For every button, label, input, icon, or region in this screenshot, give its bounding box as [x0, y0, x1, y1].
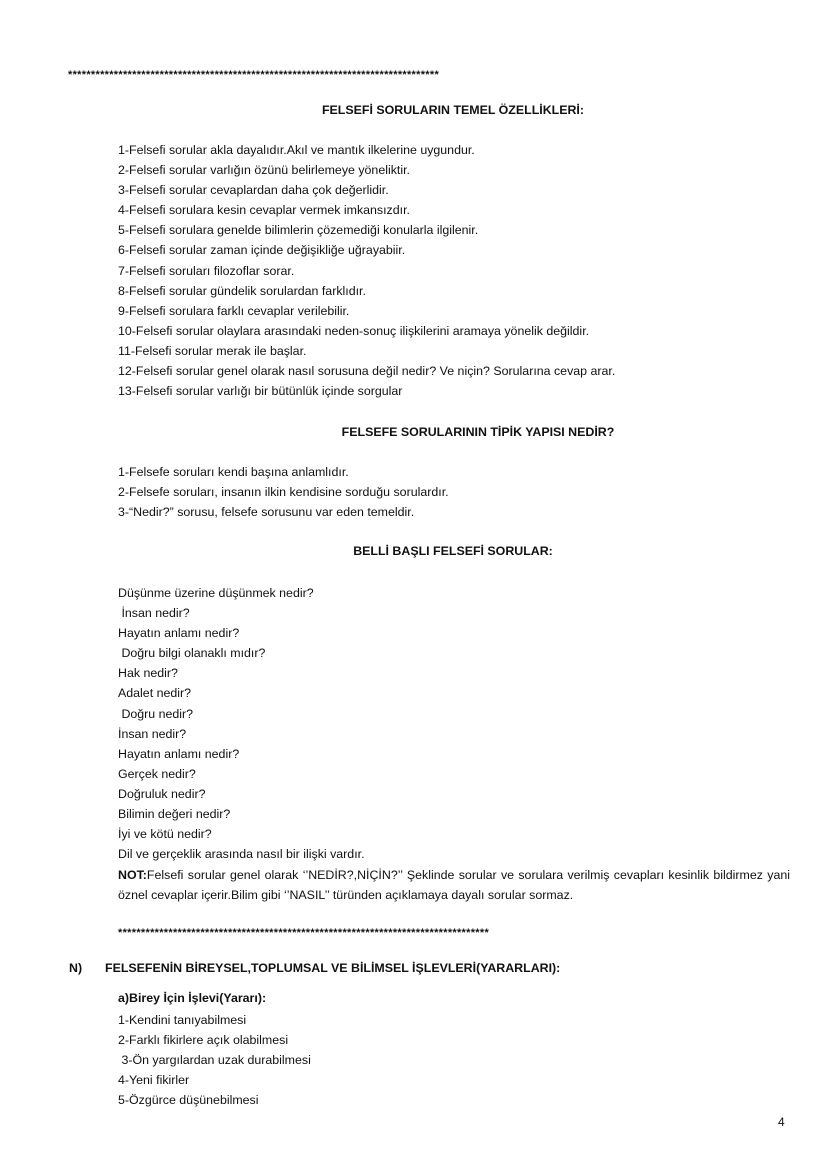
list-item: Dil ve gerçeklik arasında nasıl bir ilişki vardır.	[118, 847, 365, 862]
subsection-title-birey: a)Birey İçin İşlevi(Yararı):	[118, 991, 267, 1005]
list-item: 10-Felsefi sorular olaylara arasındaki neden-sonuç ilişkilerini aramaya yönelik değildir.	[118, 323, 590, 338]
section-title-tipik-yapi: FELSEFE SORULARININ TİPİK YAPISI NEDİR?	[341, 425, 615, 439]
list-item: Adalet nedir?	[118, 686, 192, 701]
list-item: 8-Felsefi sorular gündelik sorulardan farklıdır.	[118, 283, 366, 298]
page-number: 4	[778, 1115, 785, 1129]
list-item: Bilimin değeri nedir?	[118, 807, 231, 822]
list-item: 1-Felsefi sorular akla dayalıdır.Akıl ve mantık ilkelerine uygundur.	[118, 143, 475, 157]
note-label: NOT:	[118, 868, 147, 882]
list-birey-islevleri	[118, 1010, 311, 1110]
section-title-islevler: FELSEFENİN BİREYSEL,TOPLUMSAL VE BİLİMSEL İŞLEVLERİ(YARARLARI):	[105, 961, 561, 975]
list-item: 1-Kendini tanıyabilmesi	[118, 1013, 247, 1027]
section-title-belli-basli-sorular: BELLİ BAŞLI FELSEFİ SORULAR:	[353, 544, 553, 558]
list-item: Doğru nedir?	[118, 706, 194, 721]
section-marker: N)	[69, 961, 83, 975]
list-item: 12-Felsefi sorular genel olarak nasıl sorusuna değil nedir? Ve niçin? Sorularına cevap arar.	[118, 364, 616, 379]
list-item: Hayatın anlamı nedir?	[118, 626, 240, 641]
list-felsefi-sorular	[118, 583, 365, 864]
list-item: Gerçek nedir?	[118, 766, 196, 781]
note-text: Felsefi sorular genel olarak ‘’NEDİR?,NİÇİN?’’ Şeklinde sorular ve sorulara verilmiş cevapları kesinlik bildirmez yani öznel cevaplar içerir.Bilim gibi ‘’NASIL’’ türünden açıklamaya dayalı sorular sormaz.	[118, 868, 790, 903]
list-item: 5-Felsefi sorulara genelde bilimlerin çözemediği konularla ilgilenir.	[118, 223, 479, 238]
list-item: 2-Farklı fikirlere açık olabilmesi	[118, 1033, 289, 1048]
list-item: İnsan nedir?	[118, 606, 190, 621]
list-item: 3-Felsefi sorular cevaplardan daha çok değerlidir.	[118, 183, 389, 198]
list-tipik-yapi	[118, 462, 449, 522]
list-item: Hayatın anlamı nedir?	[118, 746, 240, 761]
list-item: 4-Yeni fikirler	[118, 1073, 190, 1088]
list-item: 6-Felsefi sorular zaman içinde değişikliğe uğrayabiir.	[118, 243, 406, 258]
separator-middle: *********************************************************************************	[118, 927, 490, 939]
list-item: 3-“Nedir?” sorusu, felsefe sorusunu var eden temeldir.	[118, 505, 415, 520]
list-item: 9-Felsefi sorulara farklı cevaplar verilebilir.	[118, 303, 350, 318]
list-item: 2-Felsefi sorular varlığın özünü belirlemeye yöneliktir.	[118, 163, 410, 178]
list-item: 13-Felsefi sorular varlığı bir bütünlük içinde sorgular	[118, 384, 403, 399]
list-item: 4-Felsefi sorulara kesin cevaplar vermek imkansızdır.	[118, 203, 410, 218]
list-item: 7-Felsefi soruları filozoflar sorar.	[118, 263, 295, 278]
list-item: Doğru bilgi olanaklı mıdır?	[118, 646, 266, 661]
list-item: İyi ve kötü nedir?	[118, 827, 212, 842]
list-item: 1-Felsefe soruları kendi başına anlamlıdır.	[118, 465, 349, 479]
note-paragraph	[118, 865, 790, 906]
list-item: Düşünme üzerine düşünmek nedir?	[118, 586, 314, 600]
section-title-temel-ozellikler: FELSEFİ SORULARIN TEMEL ÖZELLİKLERİ:	[321, 103, 585, 117]
list-item: Doğruluk nedir?	[118, 786, 206, 801]
list-item: 3-Ön yargılardan uzak durabilmesi	[118, 1053, 311, 1068]
list-item: 2-Felsefe soruları, insanın ilkin kendisine sorduğu sorulardır.	[118, 485, 449, 500]
list-temel-ozellikler	[118, 140, 615, 401]
list-item: İnsan nedir?	[118, 726, 187, 741]
list-item: 5-Özgürce düşünebilmesi	[118, 1093, 259, 1108]
separator-top: *********************************************************************************	[68, 69, 440, 81]
list-item: Hak nedir?	[118, 666, 178, 681]
list-item: 11-Felsefi sorular merak ile başlar.	[118, 343, 307, 358]
